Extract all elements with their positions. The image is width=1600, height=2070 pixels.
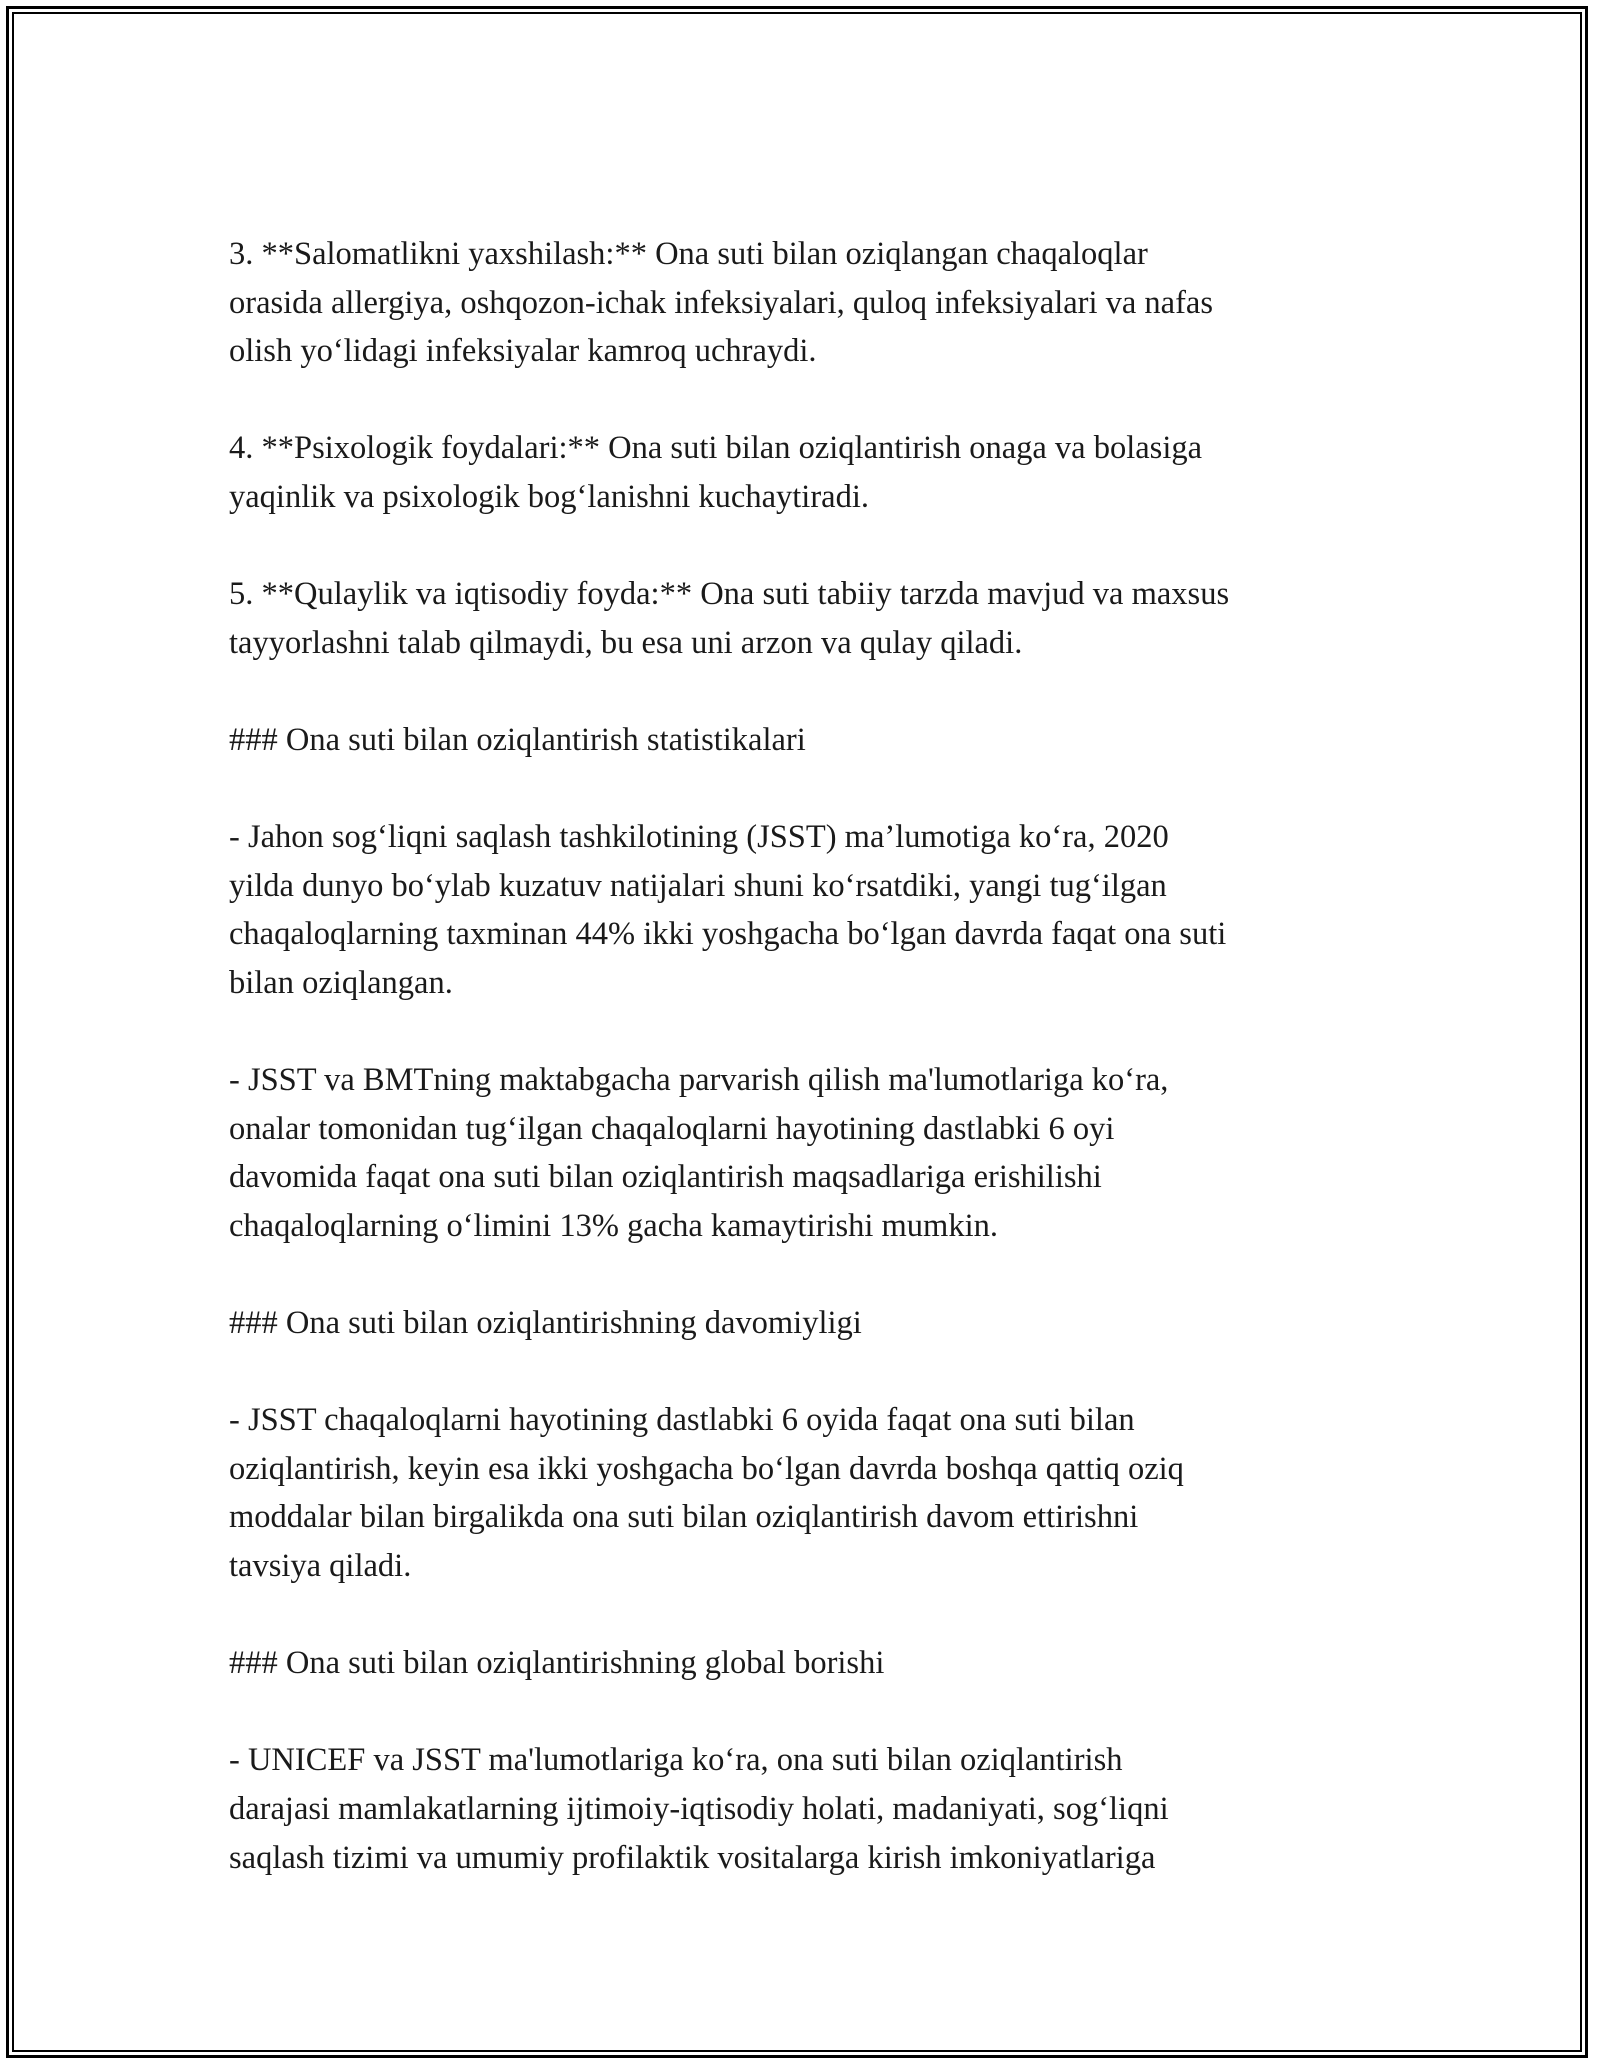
text-line: onalar tomonidan tugʻilgan chaqaloqlarni hayotining dastlabki 6 oyi: [229, 1110, 1115, 1147]
text-line: yilda dunyo boʻylab kuzatuv natijalari shuni koʻrsatdiki, yangi tugʻilgan: [229, 867, 1167, 904]
text-line: oziqlantirish, keyin esa ikki yoshgacha boʻlgan davrda boshqa qattiq oziq: [229, 1450, 1184, 1487]
text-line: davomida faqat ona suti bilan oziqlantirish maqsadlariga erishilishi: [229, 1159, 1102, 1196]
text-line: tayyorlashni talab qilmaydi, bu esa uni arzon va qulay qiladi.: [229, 624, 1023, 661]
text-line: orasida allergiya, oshqozon-ichak infeksiyalari, quloq infeksiyalari va nafas: [229, 284, 1213, 321]
text-line: - JSST chaqaloqlarni hayotining dastlabki 6 oyida faqat ona suti bilan: [229, 1402, 1135, 1439]
paragraph-psychological-benefits: [229, 424, 1379, 521]
heading-statistics: [229, 716, 1379, 765]
text-line: - JSST va BMTning maktabgacha parvarish qilish ma'lumotlariga koʻra,: [229, 1062, 1169, 1099]
text-line: chaqaloqlarning oʻlimini 13% gacha kamaytirishi mumkin.: [229, 1207, 998, 1244]
text-line: yaqinlik va psixologik bogʻlanishni kuchaytiradi.: [229, 478, 869, 515]
paragraph-convenience: [229, 570, 1379, 667]
paragraph-global-trends: [229, 1736, 1379, 1882]
paragraph-who-statistic: [229, 813, 1379, 1007]
text-line: ### Ona suti bilan oziqlantirishning global borishi: [229, 1645, 885, 1682]
text-line: olish yoʻlidagi infeksiyalar kamroq uchraydi.: [229, 333, 817, 370]
text-line: bilan oziqlangan.: [229, 964, 453, 1001]
text-line: ### Ona suti bilan oziqlantirishning davomiyligi: [229, 1305, 862, 1342]
text-line: 4. **Psixologik foydalari:** Ona suti bilan oziqlantirish onaga va bolasiga: [229, 430, 1203, 467]
text-line: darajasi mamlakatlarning ijtimoiy-iqtisodiy holati, madaniyati, sogʻliqni: [229, 1791, 1169, 1827]
paragraph-mortality-statistic: [229, 1056, 1379, 1250]
heading-duration: [229, 1299, 1379, 1348]
text-line: tavsiya qiladi.: [229, 1548, 412, 1585]
heading-global-trends: [229, 1639, 1379, 1688]
text-line: saqlash tizimi va umumiy profilaktik vositalarga kirish imkoniyatlariga: [229, 1839, 1156, 1876]
document-body: [229, 230, 1379, 1931]
text-line: 3. **Salomatlikni yaxshilash:** Ona suti bilan oziqlangan chaqaloqlar: [229, 236, 1148, 272]
text-line: 5. **Qulaylik va iqtisodiy foyda:** Ona suti tabiiy tarzda mavjud va maxsus: [229, 576, 1230, 613]
text-line: - Jahon sogʻliqni saqlash tashkilotining (JSST) ma’lumotiga koʻra, 2020: [229, 819, 1169, 856]
text-line: chaqaloqlarning taxminan 44% ikki yoshgacha boʻlgan davrda faqat ona suti: [229, 916, 1227, 953]
paragraph-duration-recommendation: [229, 1396, 1379, 1590]
text-line: moddalar bilan birgalikda ona suti bilan oziqlantirish davom ettirishni: [229, 1499, 1139, 1536]
text-line: ### Ona suti bilan oziqlantirish statistikalari: [229, 721, 806, 758]
text-line: - UNICEF va JSST ma'lumotlariga koʻra, ona suti bilan oziqlantirish: [229, 1742, 1123, 1779]
paragraph-health-benefits: [229, 230, 1379, 376]
